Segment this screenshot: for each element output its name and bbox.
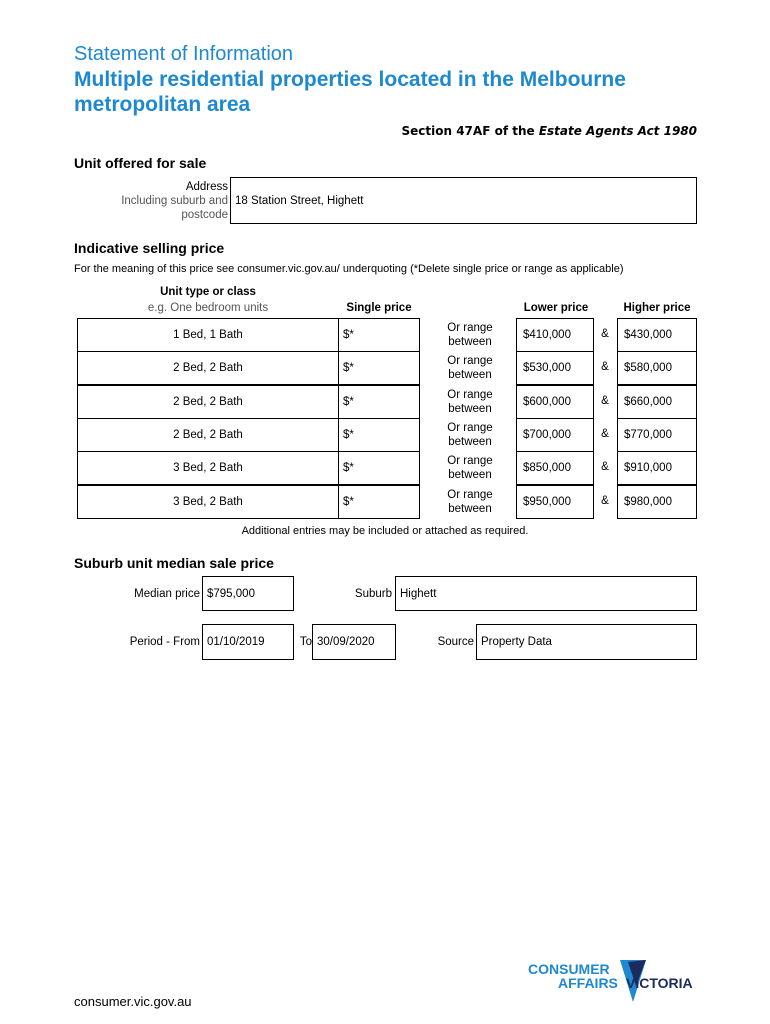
section-reference <box>402 124 698 138</box>
period-to-field[interactable]: 30/09/2020 <box>312 624 396 660</box>
higher-price-cell[interactable]: $980,000 <box>617 485 697 519</box>
period-to-label: To <box>299 636 312 648</box>
between-text: between <box>448 369 492 381</box>
higher-price-cell[interactable]: $770,000 <box>617 418 697 452</box>
higher-price-cell[interactable]: $660,000 <box>617 385 697 419</box>
additional-entries-note: Additional entries may be included or attached as required. <box>241 525 529 537</box>
source-field[interactable]: Property Data <box>476 624 697 660</box>
or-range-between <box>440 454 500 482</box>
or-range-text: Or range <box>447 322 493 334</box>
consumer-affairs-victoria-logo <box>528 958 708 1008</box>
range-ampersand: & <box>601 495 609 507</box>
column-lower-price: Lower price <box>523 302 589 314</box>
median-price-label: Median price <box>134 588 200 600</box>
range-ampersand: & <box>601 428 609 440</box>
unit-type-cell[interactable]: 2 Bed, 2 Bath <box>77 418 339 452</box>
unit-type-cell[interactable]: 3 Bed, 2 Bath <box>77 451 339 485</box>
single-price-cell[interactable]: $* <box>338 351 420 385</box>
higher-price-cell[interactable]: $430,000 <box>617 318 697 352</box>
column-higher-price: Higher price <box>623 302 691 314</box>
or-range-between <box>440 488 500 516</box>
lower-price-cell[interactable]: $530,000 <box>516 351 594 385</box>
column-unit-example: e.g. One bedroom units <box>147 302 269 314</box>
between-text: between <box>448 436 492 448</box>
act-name: Estate Agents Act 1980 <box>538 124 697 138</box>
period-from-field[interactable]: 01/10/2019 <box>202 624 294 660</box>
logo-text-affairs: AFFAIRS <box>558 975 618 991</box>
or-range-between <box>440 321 500 349</box>
single-price-cell[interactable]: $* <box>338 451 420 485</box>
or-range-text: Or range <box>447 455 493 467</box>
or-range-between <box>440 388 500 416</box>
median-heading: Suburb unit median sale price <box>74 555 274 571</box>
or-range-text: Or range <box>447 422 493 434</box>
address-label-line1: Address <box>185 181 228 193</box>
single-price-cell[interactable]: $* <box>338 418 420 452</box>
source-label: Source <box>437 636 474 648</box>
between-text: between <box>448 503 492 515</box>
lower-price-cell[interactable]: $410,000 <box>516 318 594 352</box>
suburb-label: Suburb <box>354 588 392 600</box>
range-ampersand: & <box>601 461 609 473</box>
between-text: between <box>448 403 492 415</box>
lower-price-cell[interactable]: $700,000 <box>516 418 594 452</box>
address-label-line3: postcode <box>181 209 228 221</box>
or-range-text: Or range <box>447 489 493 501</box>
unit-type-cell[interactable]: 2 Bed, 2 Bath <box>77 385 339 419</box>
median-price-field[interactable]: $795,000 <box>202 576 294 611</box>
between-text: between <box>448 469 492 481</box>
range-ampersand: & <box>601 361 609 373</box>
unit-type-cell[interactable]: 3 Bed, 2 Bath <box>77 485 339 519</box>
suburb-field[interactable]: Highett <box>395 576 697 611</box>
between-text: between <box>448 336 492 348</box>
range-ampersand: & <box>601 395 609 407</box>
indicative-price-note: For the meaning of this price see consumer.vic.gov.au/ underquoting (*Delete single price or range as applicable) <box>74 263 624 275</box>
single-price-cell[interactable]: $* <box>338 385 420 419</box>
range-ampersand: & <box>601 328 609 340</box>
higher-price-cell[interactable]: $910,000 <box>617 451 697 485</box>
document-subtitle: Statement of Information <box>74 43 294 65</box>
address-label <box>100 180 228 222</box>
or-range-between <box>440 354 500 382</box>
single-price-cell[interactable]: $* <box>338 485 420 519</box>
unit-type-cell[interactable]: 2 Bed, 2 Bath <box>77 351 339 385</box>
unit-type-cell[interactable]: 1 Bed, 1 Bath <box>77 318 339 352</box>
lower-price-cell[interactable]: $850,000 <box>516 451 594 485</box>
column-single-price: Single price <box>346 302 412 314</box>
section-prefix: Section 47AF of the <box>401 124 539 138</box>
lower-price-cell[interactable]: $600,000 <box>516 385 594 419</box>
higher-price-cell[interactable]: $580,000 <box>617 351 697 385</box>
logo-text-consumer: CONSUMER <box>528 961 610 977</box>
unit-offered-heading: Unit offered for sale <box>74 155 207 171</box>
cav-logo-mark <box>528 958 708 1008</box>
address-label-line2: Including suburb and <box>121 195 228 207</box>
or-range-text: Or range <box>447 389 493 401</box>
footer-url[interactable]: consumer.vic.gov.au <box>74 994 192 1009</box>
or-range-between <box>440 421 500 449</box>
document-title: Multiple residential properties located in the Melbourne metropolitan area <box>74 68 626 116</box>
single-price-cell[interactable]: $* <box>338 318 420 352</box>
period-from-label: Period - From <box>129 636 200 648</box>
or-range-text: Or range <box>447 355 493 367</box>
column-unit-type: Unit type or class <box>160 286 256 298</box>
indicative-price-heading: Indicative selling price <box>74 240 225 256</box>
address-field[interactable]: 18 Station Street, Highett <box>230 177 697 224</box>
lower-price-cell[interactable]: $950,000 <box>516 485 594 519</box>
logo-text-victoria: VICTORIA <box>626 975 693 991</box>
